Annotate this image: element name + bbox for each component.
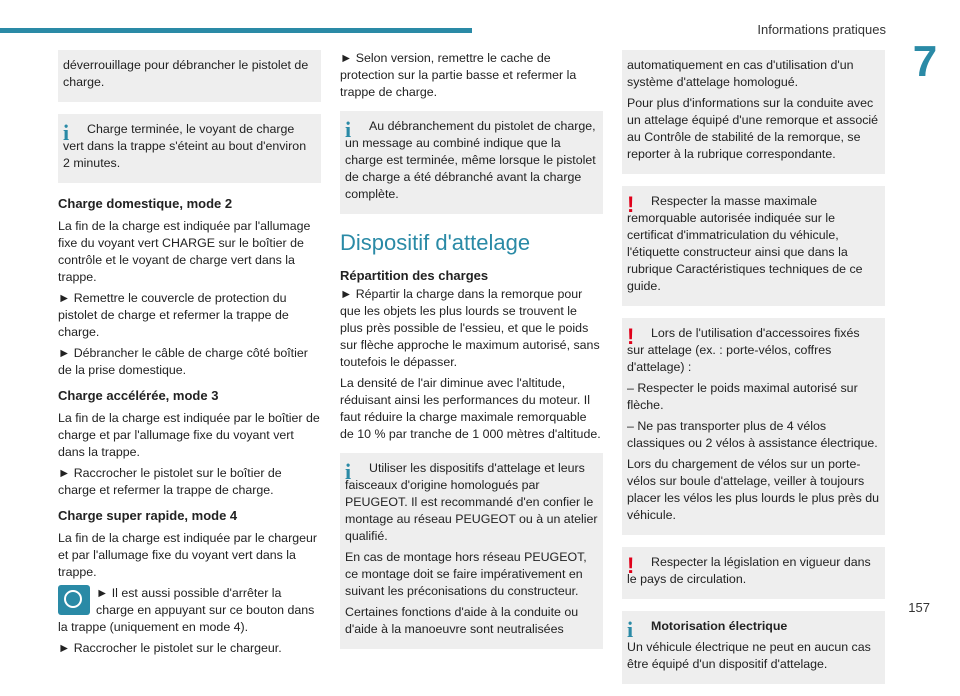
info-note bbox=[622, 611, 885, 684]
heading-mode-4: Charge super rapide, mode 4 bbox=[58, 508, 238, 523]
box-text: Pour plus d'informations sur la conduite avec un attelage équipé d'une remorque et associé au Contrôle de stabilité de la remorque, se reporter à la rubrique correspondante. bbox=[627, 96, 879, 161]
note-text: Lors du chargement de vélos sur un porte-vélos sur boule d'attelage, veiller à toujours placer les vélos les plus lourds le plus près du véhicule. bbox=[627, 457, 880, 522]
box-text: déverrouillage pour débrancher le pistolet de charge. bbox=[63, 58, 309, 89]
info-icon: i bbox=[345, 117, 352, 142]
paragraph: La densité de l'air diminue avec l'altitude, réduisant ainsi les performances du moteur. Il faut réduire la charge maximale remorquable de 10 % par tranche de 1 000 mètres d'altitude. bbox=[340, 376, 601, 441]
paragraph: La fin de la charge est indiquée par le chargeur et par l'allumage fixe du voyant vert dans la trappe. bbox=[58, 531, 317, 579]
note-text: Un véhicule électrique ne peut en aucun cas être équipé d'un dispositif d'attelage. bbox=[627, 640, 871, 671]
note-text: En cas de montage hors réseau PEUGEOT, ce montage doit se faire impérativement en suivant les préconisations du constructeur. bbox=[345, 550, 587, 598]
continued-box bbox=[622, 50, 885, 174]
step: ► Raccrocher le pistolet sur le chargeur. bbox=[58, 641, 282, 655]
column-1 bbox=[58, 50, 321, 661]
note-text: Lors de l'utilisation d'accessoires fixés sur attelage (ex. : porte-vélos, coffres d'attelage) : bbox=[627, 326, 860, 374]
note-text: Respecter la législation en vigueur dans le pays de circulation. bbox=[627, 555, 871, 586]
warning-note bbox=[622, 318, 885, 535]
info-icon: i bbox=[63, 120, 70, 145]
note-text: Respecter la masse maximale remorquable autorisée indiquée sur le certificat d'immatriculation du véhicule, l'étiquette constructeur ainsi que dans la rubrique Caractéristiques techniques de ce guide. bbox=[627, 194, 863, 293]
warning-icon: ! bbox=[627, 192, 635, 217]
info-note bbox=[340, 111, 603, 214]
note-text: – Ne pas transporter plus de 4 vélos classiques ou 2 vélos à assistance électrique. bbox=[627, 419, 878, 450]
info-note bbox=[58, 114, 321, 183]
info-note bbox=[340, 453, 603, 649]
note-text: – Respecter le poids maximal autorisé sur flèche. bbox=[627, 381, 858, 412]
note-text: Charge terminée, le voyant de charge vert dans la trappe s'éteint au bout bbox=[63, 122, 295, 153]
step: ► Il est aussi possible d'arrêter la charge en appuyant sur ce bouton dans la trappe (uniquement en mode 4). bbox=[58, 586, 315, 634]
section-heading: Dispositif d'attelage bbox=[340, 230, 531, 255]
step: ► Raccrocher le pistolet sur le boîtier de charge et refermer la trappe de charge. bbox=[58, 466, 282, 497]
paragraph: La fin de la charge est indiquée par l'allumage fixe du voyant vert CHARGE sur le boîtier de contrôle et le voyant de charge vert dans la trappe. bbox=[58, 219, 311, 284]
info-icon: i bbox=[345, 459, 352, 484]
heading-mode-3: Charge accélérée, mode 3 bbox=[58, 388, 219, 403]
step: ► Remettre le couvercle de protection du pistolet de charge et refermer la trappe de charge. bbox=[58, 291, 289, 339]
continued-box bbox=[58, 50, 321, 102]
note-text: Au débranchement du pistolet de charge, un message au combiné indique que la charge est terminée, même lorsque le pistolet de charge a été débranché avant la charge complète. bbox=[345, 119, 596, 201]
note-text: Certaines fonctions d'aide à la conduite ou d'aide à la manoeuvre sont neutralisées bbox=[345, 605, 579, 636]
step: ► Répartir la charge dans la remorque pour que les objets les plus lourds se trouvent le plus près possible de l'essieu, et que le poids sur flèche approche le maximum autorisé, sans toutefois le dépasser. bbox=[340, 287, 600, 369]
charge-stop-button-icon bbox=[58, 585, 90, 615]
heading-mode-2: Charge domestique, mode 2 bbox=[58, 196, 233, 211]
subheading: Répartition des charges bbox=[340, 268, 489, 283]
page-number: 157 bbox=[908, 600, 930, 615]
step: ► Débrancher le câble de charge côté boîtier de la prise domestique. bbox=[58, 346, 308, 377]
note-title: Motorisation électrique bbox=[651, 619, 788, 633]
note-text-rest: d'environ 2 minutes. bbox=[63, 139, 307, 170]
column-3 bbox=[622, 50, 885, 696]
note-text: Utiliser les dispositifs d'attelage et leurs faisceaux d'origine homologués par PEUGEOT. Il est recommandé d'en confier le montage au réseau PEUGEOT ou à un atelier qualifié. bbox=[345, 461, 598, 543]
paragraph: La fin de la charge est indiquée par le boîtier de charge et par l'allumage fixe du voyant vert dans la trappe. bbox=[58, 411, 320, 459]
column-2 bbox=[340, 50, 603, 661]
header-accent-bar bbox=[0, 28, 472, 33]
warning-icon: ! bbox=[627, 324, 635, 349]
step: ► Selon version, remettre le cache de protection sur la partie basse et refermer la trappe de charge. bbox=[340, 51, 577, 99]
chapter-number: 7 bbox=[912, 37, 938, 86]
info-icon: i bbox=[627, 617, 634, 642]
section-title: Informations pratiques bbox=[757, 22, 886, 37]
warning-note bbox=[622, 186, 885, 306]
box-text: automatiquement en cas d'utilisation d'un système d'attelage homologué. bbox=[627, 58, 854, 89]
warning-icon: ! bbox=[627, 553, 635, 578]
warning-note bbox=[622, 547, 885, 599]
